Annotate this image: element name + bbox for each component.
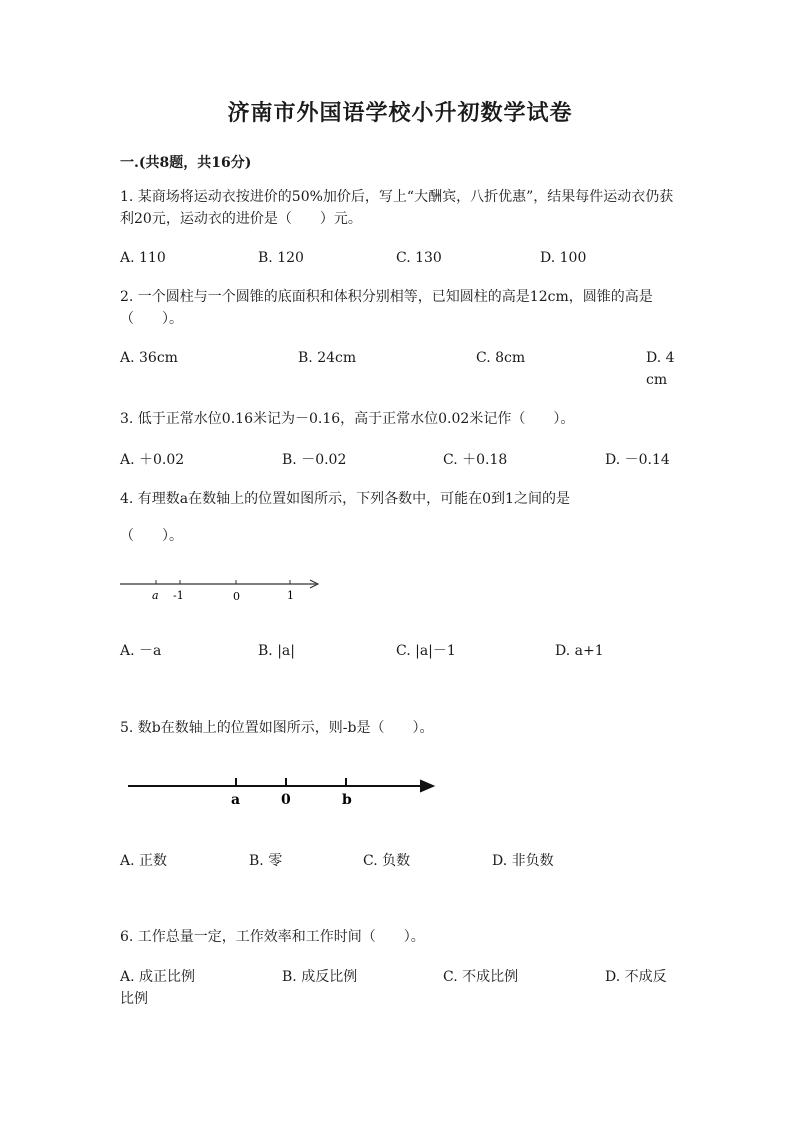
q1-option-c[interactable]: C. 130 — [396, 250, 442, 266]
q5-option-a[interactable]: A. 正数 — [120, 853, 168, 869]
q5-option-b[interactable]: B. 零 — [249, 853, 283, 869]
q6-option-d-line2[interactable]: 比例 — [120, 991, 148, 1007]
question-2-text: 2. 一个圆柱与一个圆锥的底面积和体积分别相等，已知圆柱的高是12cm，圆锥的高是（ ）。 — [120, 289, 653, 327]
q6-option-b[interactable]: B. 成反比例 — [282, 969, 358, 985]
q4-axis-label-a: a — [152, 589, 159, 602]
q6-option-a[interactable]: A. 成正比例 — [120, 969, 196, 985]
q1-option-d[interactable]: D. 100 — [540, 250, 587, 266]
q3-option-b[interactable]: B. －0.02 — [282, 452, 347, 468]
q4-axis-label-1: 1 — [287, 589, 294, 602]
q5-axis-label-b: b — [342, 792, 352, 808]
section-heading: 一.(共8题，共16分) — [120, 155, 252, 171]
question-6-text: 6. 工作总量一定，工作效率和工作时间（ ）。 — [120, 929, 425, 945]
q3-option-d[interactable]: D. －0.14 — [605, 452, 670, 468]
q2-option-a[interactable]: A. 36cm — [120, 350, 178, 366]
q4-axis-label-neg1: -1 — [173, 589, 184, 602]
q2-option-d[interactable]: D. 4cm — [646, 350, 675, 388]
number-line-figure-q5 — [126, 774, 442, 810]
q1-option-a[interactable]: A. 110 — [120, 250, 166, 266]
question-5-text: 5. 数b在数轴上的位置如图所示，则-b是（ ）。 — [120, 720, 434, 736]
q3-option-a[interactable]: A. ＋0.02 — [120, 452, 185, 468]
q4-axis-label-0: 0 — [233, 590, 240, 603]
q4-option-b[interactable]: B. |a| — [258, 643, 295, 659]
q5-axis-label-0: 0 — [281, 792, 291, 808]
q6-option-d-line1[interactable]: D. 不成反 — [605, 969, 667, 985]
q5-option-c[interactable]: C. 负数 — [363, 853, 411, 869]
number-line-figure-q4 — [118, 574, 328, 606]
question-4-text: 4. 有理数a在数轴上的位置如图所示，下列各数中，可能在0到1之间的是 — [120, 491, 570, 507]
q2-option-b[interactable]: B. 24cm — [298, 350, 357, 366]
question-1-text: 1. 某商场将运动衣按进价的50%加价后，写上“大酬宾，八折优惠”，结果每件运动衣仍获利20元，运动衣的进价是（ ）元。 — [120, 189, 674, 227]
q2-option-c[interactable]: C. 8cm — [476, 350, 526, 366]
q5-option-d[interactable]: D. 非负数 — [492, 853, 554, 869]
q4-option-a[interactable]: A. －a — [120, 643, 162, 659]
q4-option-c[interactable]: C. |a|－1 — [396, 643, 456, 659]
q4-option-d[interactable]: D. a+1 — [555, 643, 604, 659]
question-4-text-blank: （ ）。 — [120, 528, 183, 544]
question-3-text: 3. 低于正常水位0.16米记为－0.16，高于正常水位0.02米记作（ ）。 — [120, 411, 575, 427]
q6-option-c[interactable]: C. 不成比例 — [443, 969, 519, 985]
page-title: 济南市外国语学校小升初数学试卷 — [227, 100, 573, 126]
q5-axis-label-a: a — [231, 792, 241, 808]
q1-option-b[interactable]: B. 120 — [258, 250, 304, 266]
q3-option-c[interactable]: C. ＋0.18 — [443, 452, 508, 468]
